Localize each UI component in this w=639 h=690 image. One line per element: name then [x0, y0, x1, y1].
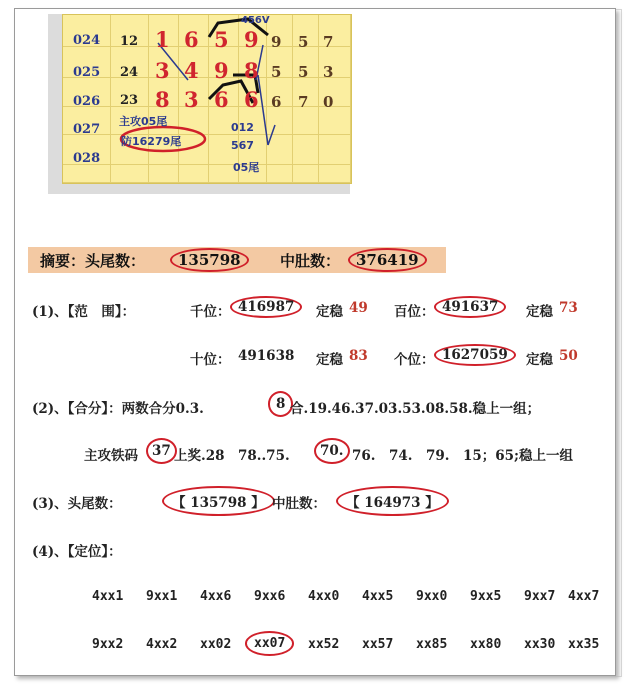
red-digit: 3 [155, 58, 170, 83]
red-digit: 9 [214, 58, 229, 83]
summary-headtail-value: 135798 [170, 248, 249, 272]
bai-label: 百位： [394, 304, 435, 320]
red-digit: 4 [184, 58, 199, 83]
dingwei-item: 9xx5 [470, 589, 502, 604]
shi-stable-label: 定稳 [316, 352, 343, 368]
summary-label: 摘要：头尾数： [40, 252, 146, 270]
tail-digit: 6 [271, 93, 282, 111]
shi-stable-value: 83 [349, 348, 368, 364]
hefen-line2-end: 76. 74. 79. 15；65;稳上一组 [352, 448, 574, 464]
ge-stable-label: 定稳 [526, 352, 553, 368]
tail-digit: 5 [298, 63, 309, 81]
tail-digit: 0 [323, 93, 334, 111]
tail-digit: 7 [298, 93, 309, 111]
row-index: 027 [73, 122, 101, 137]
range-heading: (1)、【范 围】： [32, 304, 136, 320]
dingwei-item: 9xx2 [92, 637, 124, 652]
dingwei-item: 9xx1 [146, 589, 178, 604]
note-defense: 防16279尾 [121, 135, 182, 148]
qian-value: 416987 [230, 296, 302, 318]
note-012: 012 [231, 121, 254, 134]
qian-stable-value: 49 [349, 300, 368, 316]
row-small-value: 12 [120, 34, 139, 49]
dingwei-item: 9xx0 [416, 589, 448, 604]
dingwei-item: xx52 [308, 637, 340, 652]
headtail-value: 【 135798 】 [162, 486, 275, 516]
tail-digit: 5 [298, 33, 309, 51]
dingwei-item: 4xx5 [362, 589, 394, 604]
dingwei-item: xx35 [568, 637, 600, 652]
mid-label: 中肚数： [272, 496, 326, 512]
trend-grid-image [62, 14, 352, 184]
hefen-circled-8: 8 [268, 391, 293, 417]
tail-digit: 9 [271, 33, 282, 51]
dingwei-item: 4xx0 [308, 589, 340, 604]
tail-digit: 3 [323, 63, 334, 81]
dingwei-item: xx02 [200, 637, 232, 652]
hefen-heading: (2)、【合分】：两数合分0.3. [32, 401, 204, 417]
row-index: 024 [73, 33, 101, 48]
dingwei-item: 4xx2 [146, 637, 178, 652]
hefen-circled-70: 70. [314, 438, 350, 464]
dingwei-item: 9xx6 [254, 589, 286, 604]
summary-bar [28, 247, 446, 273]
row-small-value: 24 [120, 65, 139, 80]
hefen-line1-rest: 合.19.46.37.03.53.08.58.稳上一组； [290, 401, 541, 417]
bai-stable-value: 73 [559, 300, 578, 316]
tail-digit: 5 [271, 63, 282, 81]
dingwei-item: 4xx6 [200, 589, 232, 604]
dingwei-item-circled: xx07 [245, 631, 294, 656]
hefen-line2-mid: 上奖.28 78..75. [174, 448, 290, 464]
red-digit: 8 [244, 58, 259, 83]
bai-value: 491637 [434, 296, 506, 318]
bai-stable-label: 定稳 [526, 304, 553, 320]
row-index: 025 [73, 65, 101, 80]
red-digit: 3 [184, 87, 199, 112]
ge-value: 1627059 [434, 344, 516, 366]
ge-label: 个位： [394, 352, 435, 368]
dingwei-item: xx80 [470, 637, 502, 652]
red-digit: 8 [155, 87, 170, 112]
note-567: 567 [231, 139, 254, 152]
headtail-heading: (3)、头尾数： [32, 496, 122, 512]
dingwei-item: xx57 [362, 637, 394, 652]
summary-mid-label: 中肚数： [280, 252, 341, 270]
dingwei-item: 9xx7 [524, 589, 556, 604]
tail-digit: 7 [323, 33, 334, 51]
dingwei-item: xx30 [524, 637, 556, 652]
summary-mid-value: 376419 [348, 248, 427, 272]
note-456v: 456V [241, 15, 270, 26]
red-digit: 9 [244, 27, 259, 52]
note-05-tail: 05尾 [233, 161, 260, 174]
dingwei-heading: (4)、【定位】： [32, 544, 122, 560]
ge-stable-value: 50 [559, 348, 578, 364]
red-digit: 6 [244, 87, 259, 112]
qian-label: 千位： [190, 304, 231, 320]
red-digit: 6 [214, 87, 229, 112]
dingwei-item: xx85 [416, 637, 448, 652]
qian-stable-label: 定稳 [316, 304, 343, 320]
mid-value: 【 164973 】 [336, 486, 449, 516]
row-small-value: 23 [120, 93, 139, 108]
hefen-line2-start: 主攻铁码 [84, 448, 138, 464]
dingwei-item: 4xx7 [568, 589, 600, 604]
row-index: 028 [73, 151, 101, 166]
note-main-attack: 主攻05尾 [119, 115, 168, 128]
red-digit: 5 [214, 27, 229, 52]
red-digit: 1 [155, 27, 170, 52]
shi-label: 十位： [190, 352, 231, 368]
hefen-circled-37: 37 [146, 438, 177, 464]
row-index: 026 [73, 94, 101, 109]
red-digit: 6 [184, 27, 199, 52]
dingwei-item: 4xx1 [92, 589, 124, 604]
shi-value: 491638 [238, 348, 295, 364]
